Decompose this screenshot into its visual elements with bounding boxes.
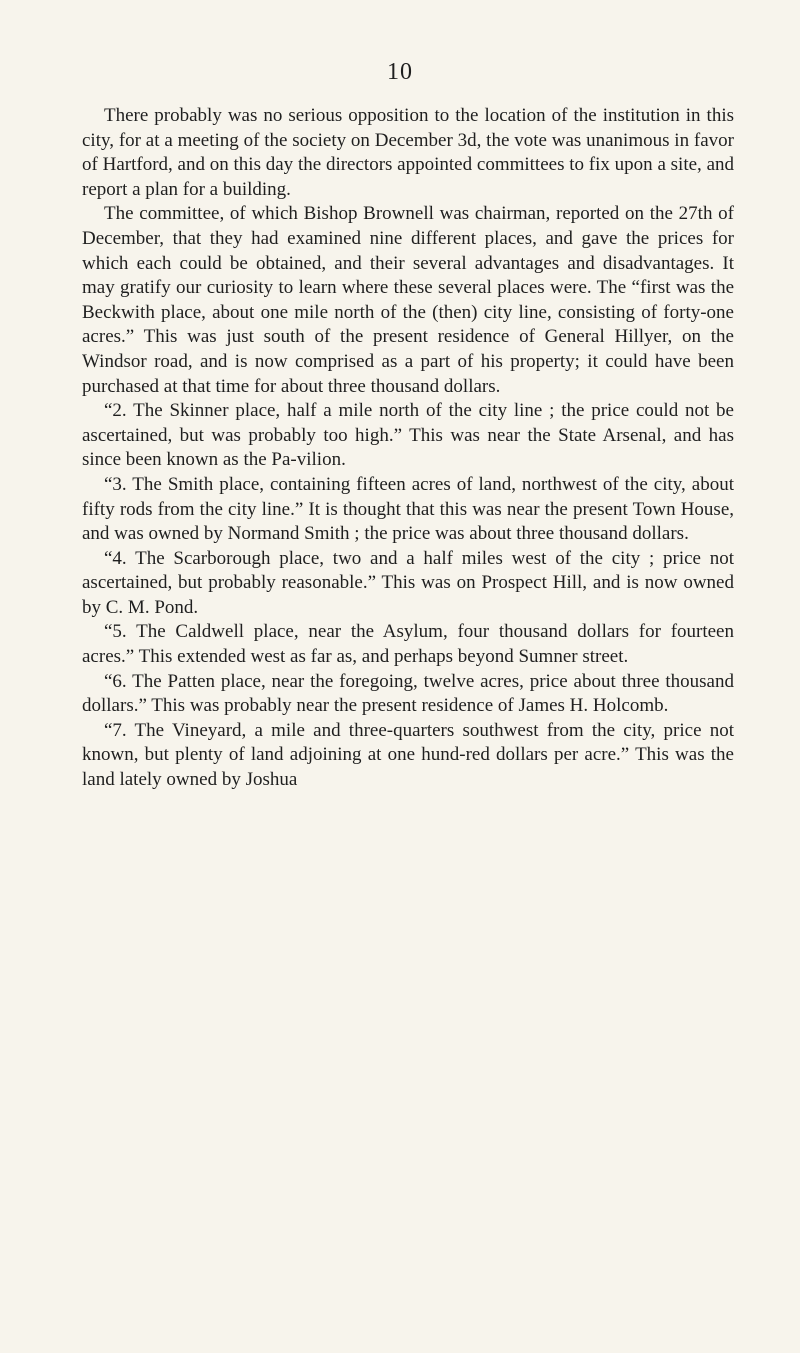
body-text [82, 104, 734, 793]
paragraph-vineyard: “7. The Vineyard, a mile and three-quarters southwest from the city, price not known, but plenty of land adjoining at one hund-red dollars per acre.” This was the land lately owned by Joshua [82, 719, 734, 791]
paragraph-scarborough-place: “4. The Scarborough place, two and a half miles west of the city ; price not ascertained, but probably reasonable.” This was on Prospect Hill, and is now owned by C. M. Pond. [82, 547, 734, 618]
paragraph-committee-report: The committee, of which Bishop Brownell was chairman, reported on the 27th of December, that they had examined nine different places, and gave the prices for which each could be obtained, and their several advantages and disadvantages. It may gratify our curiosity to learn where these several places were. The “first was the Beckwith place, about one mile north of the (then) city line, consisting of forty-one acres.” This was just south of the present residence of General Hillyer, on the Windsor road, and is now comprised as a part of his property; it could have been purchased at that time for about three thousand dollars. [82, 203, 734, 397]
page-number: 10 [387, 59, 413, 85]
paragraph-opening: There probably was no serious opposition to the location of the institution in this city, for at a meeting of the society on December 3d, the vote was unanimous in favor of Hartford, and on this day the directors appointed committees to fix upon a site, and report a plan for a building. [82, 105, 734, 200]
paragraph-skinner-place: “2. The Skinner place, half a mile north of the city line ; the price could not be ascertained, but was probably too high.” This was near the State Arsenal, and has since been known as the Pa-vilion. [82, 400, 734, 471]
paragraph-caldwell-place: “5. The Caldwell place, near the Asylum, four thousand dollars for fourteen acres.” This extended west as far as, and perhaps beyond Sumner street. [82, 621, 734, 668]
paragraph-patten-place: “6. The Patten place, near the foregoing, twelve acres, price about three thousand dollars.” This was probably near the present residence of James H. Holcomb. [82, 670, 734, 717]
paragraph-smith-place: “3. The Smith place, containing fifteen acres of land, northwest of the city, about fifty rods from the city line.” It is thought that this was near the present Town House, and was owned by Normand Smith ; the price was about three thousand dollars. [82, 473, 734, 545]
